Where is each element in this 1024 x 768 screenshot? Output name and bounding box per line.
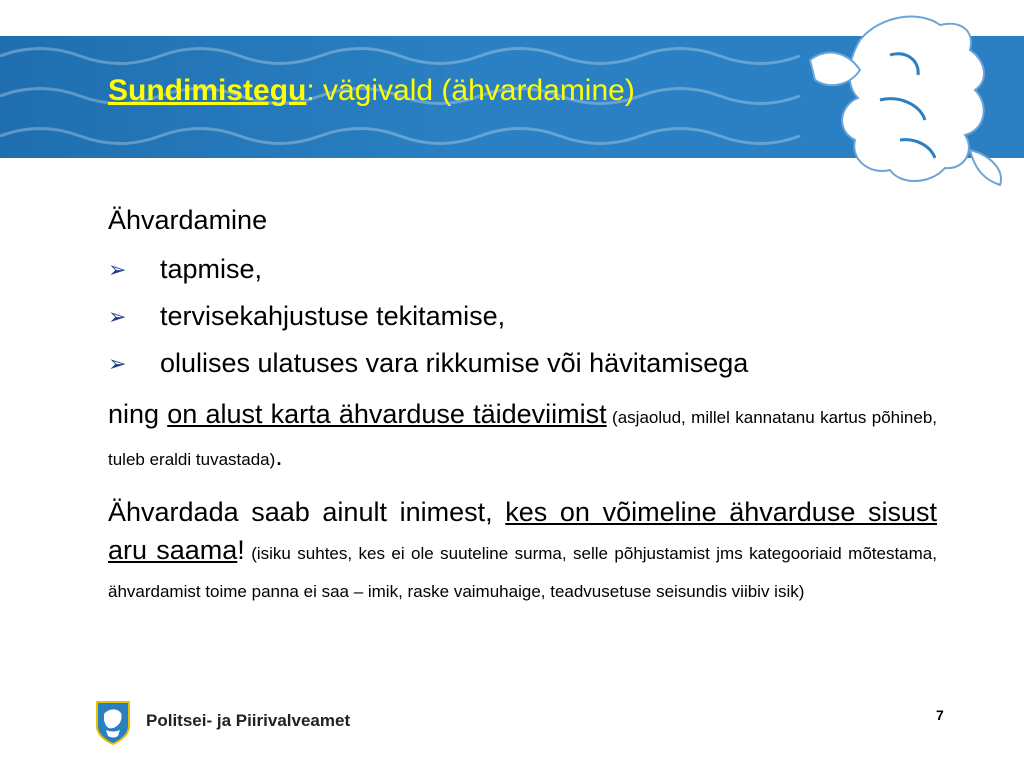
page-number: 7 [936, 707, 944, 723]
section-heading: Ähvardamine [108, 205, 268, 235]
p1-lead: ning [108, 399, 168, 429]
organization-name: Politsei- ja Piirivalveamet [146, 711, 351, 730]
slide-content [108, 205, 937, 607]
arrow-bullet-icon: ➢ [108, 303, 127, 329]
arrow-bullet-icon: ➢ [108, 256, 127, 282]
bullet-text: tervisekahjustuse tekitamise, [160, 301, 506, 331]
bullet-item [108, 348, 937, 379]
bullet-item [108, 301, 937, 332]
p1-end: . [275, 441, 283, 471]
bullet-item [108, 254, 937, 285]
paragraph-threat-target [108, 493, 937, 607]
p1-underlined: on alust karta ähvarduse täideviimist [167, 399, 607, 429]
p1-note: (asjaolud, millel kannatanu kartus põhineb, tuleb eraldi tuvastada) [108, 408, 937, 469]
slide-title [108, 74, 635, 108]
arrow-bullet-icon: ➢ [108, 350, 127, 376]
title-strong: Sundimistegu [108, 74, 307, 107]
title-rest: : vägivald (ähvardamine) [306, 74, 635, 107]
bullet-text: olulises ulatuses vara rikkumise või hävitamisega [160, 348, 749, 378]
p2-note: (isiku suhtes, kes ei ole suuteline surma, selle põhjustamist jms kategooriaid mõtestama, ähvardamist toime panna ei saa – imik, raske vaimuhaige, teadvusetuse seisundis viibiv isik) [108, 544, 937, 601]
lion-emblem-icon [770, 0, 1020, 196]
bullet-text: tapmise, [160, 254, 263, 284]
ppa-shield-logo-icon [95, 700, 131, 746]
p2-lead: Ähvardada saab ainult inimest, [108, 497, 506, 527]
p2-exclaim: ! [237, 535, 245, 565]
paragraph-threat-grounds [108, 395, 937, 479]
p2-underlined: kes on võimeline ähvarduse sisust aru saama [108, 497, 937, 565]
